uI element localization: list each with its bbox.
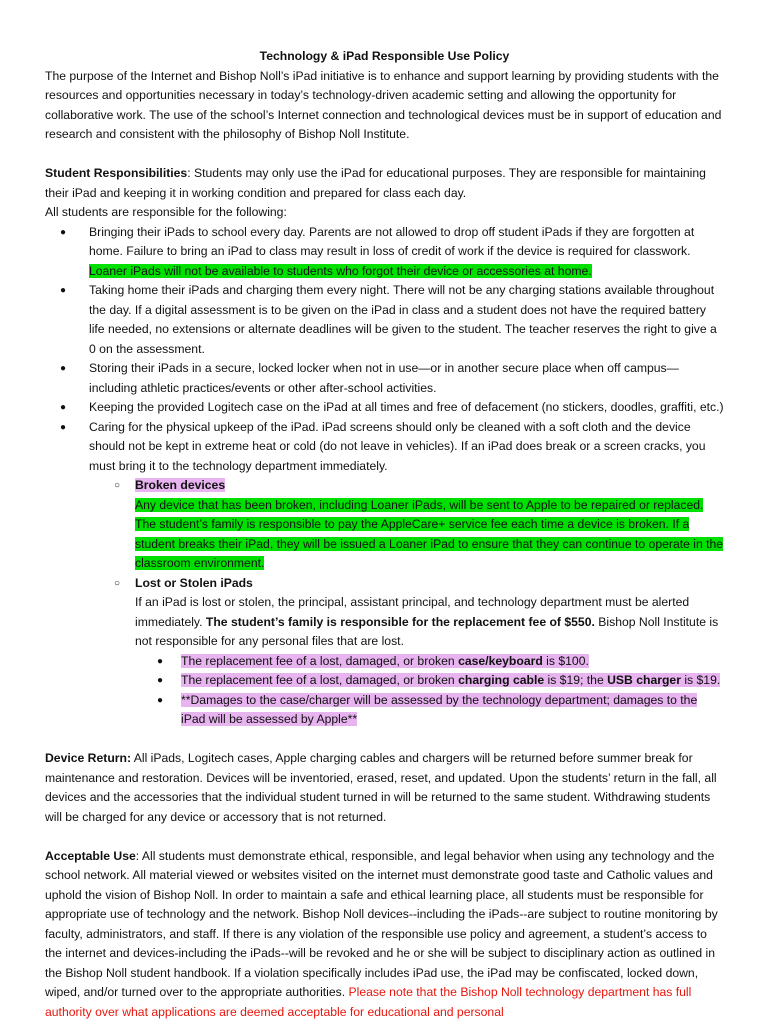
- device-return-paragraph: [45, 749, 724, 827]
- upkeep-text: Caring for the physical upkeep of the iPad. iPad screens should only be cleaned with a soft cloth and the device should not be kept in extreme heat or cold (do not leave in vehicles). If an iPad does break or a screen cracks, you must bring it to the technology department immediately.: [89, 419, 706, 473]
- acceptable-use-heading: Acceptable Use: [45, 848, 136, 863]
- fee-usb-post: is $19.: [680, 673, 721, 687]
- bringing-text: Bringing their iPads to school every day. Parents are not allowed to drop off student iPads if they are forgotten at home. Failure to bring an iPad to class may result in loss of credit of work if the device is required for classwork.: [89, 224, 695, 258]
- lost-stolen-heading: ○ Lost or Stolen iPads: [135, 575, 253, 590]
- device-return-text: All iPads, Logitech cases, Apple charging cables and chargers will be returned before summer break for maintenance and restoration. Devices will be inventoried, erased, reset, and updated. Upon the students’ return in the fall, all devices and the accessories that the individual student turned in will be returned to the same student. Withdrawing students will be charged for any device or accessory that is not returned.: [45, 751, 717, 824]
- student-responsibilities-text: : Students may only use the iPad for educational purposes. They are responsible for maintaining their iPad and keeping it in working condition and prepared for class each day.: [45, 166, 706, 200]
- acceptable-use-red-note: Please note that the Bishop Noll technology department has full authority over what applications are deemed acceptable for educational and personal: [45, 985, 692, 1019]
- device-return-heading: Device Return:: [45, 751, 132, 765]
- spacer: [45, 145, 724, 165]
- sub-list: [89, 476, 724, 730]
- spacer: [45, 827, 724, 847]
- student-responsibilities-paragraph: [45, 164, 724, 203]
- list-item-upkeep: [89, 418, 724, 730]
- acceptable-use-text: : All students must demonstrate ethical, responsible, and legal behavior when using any technology and the school network. All material viewed or websites visited on the internet must demonstrate good taste and Catholic values and uphold the vision of Bishop Noll. In order to maintain a safe and ethical learning place, all students must be responsible for appropriate use of technology and the network. Bishop Noll devices--including the iPads--are subject to routine monitoring by faculty, administrators, and staff. If there is any violation of the responsible use policy and agreement, a student’s access to the internet and devices-including the iPads--will be revoked and he or she will be subject to disciplinary action as outlined in the Bishop Noll student handbook. If a violation specifically includes iPad use, the iPad may be confiscated, locked down, wiped, and/or turned over to the appropriate authorities.: [45, 848, 718, 999]
- broken-devices-heading: Broken devices: [135, 478, 226, 492]
- list-item-bringing: [89, 223, 724, 282]
- fee-note: **Damages to the case/charger will be assessed by the technology department; damages to the iPad will be assessed by Apple**: [181, 692, 698, 726]
- fee-list: [135, 652, 724, 730]
- student-responsibilities-heading: Student Responsibilities: [45, 166, 188, 180]
- loaner-highlight: Loaner iPads will not be available to students who forgot their device or accessories at home.: [89, 263, 592, 278]
- list-item-storing: ● Storing their iPads in a secure, locked locker when not in use—or in another secure place when off campus—including athletic practices/events or other after-school activities.: [89, 359, 724, 398]
- broken-devices-text: Any device that has been broken, including Loaner iPads, will be sent to Apple to be repaired or replaced. The student’s family is responsible to pay the AppleCare+ service fee each time a device is broken. If a student breaks their iPad, they will be issued a Loaner iPad to ensure that they can continue to operate in the classroom environment.: [135, 497, 724, 570]
- document-title: Technology & iPad Responsible Use Policy: [259, 49, 510, 63]
- fee-item-cable: [181, 671, 724, 691]
- fee-case-bold: case/keyboard: [458, 653, 543, 668]
- fee-cable-pre: The replacement fee of a lost, damaged, or broken: [181, 673, 459, 687]
- acceptable-use-paragraph: [45, 847, 724, 1023]
- sub-item-broken-devices: [135, 476, 724, 574]
- fee-case-post: is $100.: [542, 653, 589, 668]
- list-item-case: ● Keeping the provided Logitech case on the iPad at all times and free of defacement (no stickers, doodles, graffiti, etc.): [89, 398, 724, 418]
- responsibilities-list: [45, 223, 724, 730]
- fee-case-pre: The replacement fee of a lost, damaged, or broken: [181, 653, 459, 668]
- sub-item-lost-stolen: [135, 574, 724, 730]
- list-item-charging: ● Taking home their iPads and charging them every night. There will not be any charging stations available throughout the day. If a digital assessment is to be given on the iPad in class and a student does not have the required battery life needed, no extensions or alternate deadlines will be given to the student. The teacher reserves the right to give a 0 on the assessment.: [89, 281, 724, 359]
- intro-paragraph: The purpose of the Internet and Bishop Noll’s iPad initiative is to enhance and support learning by providing students with the resources and opportunities necessary in today’s technology-driven academic setting and allowing the opportunity for collaborative work. The use of the school’s Internet connection and technological devices must be in support of education and research and consistent with the philosophy of Bishop Noll Institute.: [45, 68, 722, 141]
- spacer: [45, 730, 724, 750]
- lost-text: If an iPad is lost or stolen, the principal, assistant principal, and technology department must be alerted immediately.: [135, 595, 690, 629]
- fee-item-case: [181, 652, 724, 672]
- fee-cable-mid: is $19; the: [544, 673, 608, 687]
- lost-text-2: Bishop Noll Institute is not responsible for any personal files that are lost.: [135, 614, 719, 648]
- fee-usb-bold: USB charger: [607, 673, 681, 687]
- fee-item-note: [181, 691, 724, 730]
- all-students-line: All students are responsible for the following:: [45, 205, 287, 219]
- fee-cable-bold: charging cable: [458, 673, 545, 687]
- lost-fee-bold: The student’s family is responsible for the replacement fee of $550.: [205, 614, 595, 629]
- lost-stolen-text: [135, 593, 724, 652]
